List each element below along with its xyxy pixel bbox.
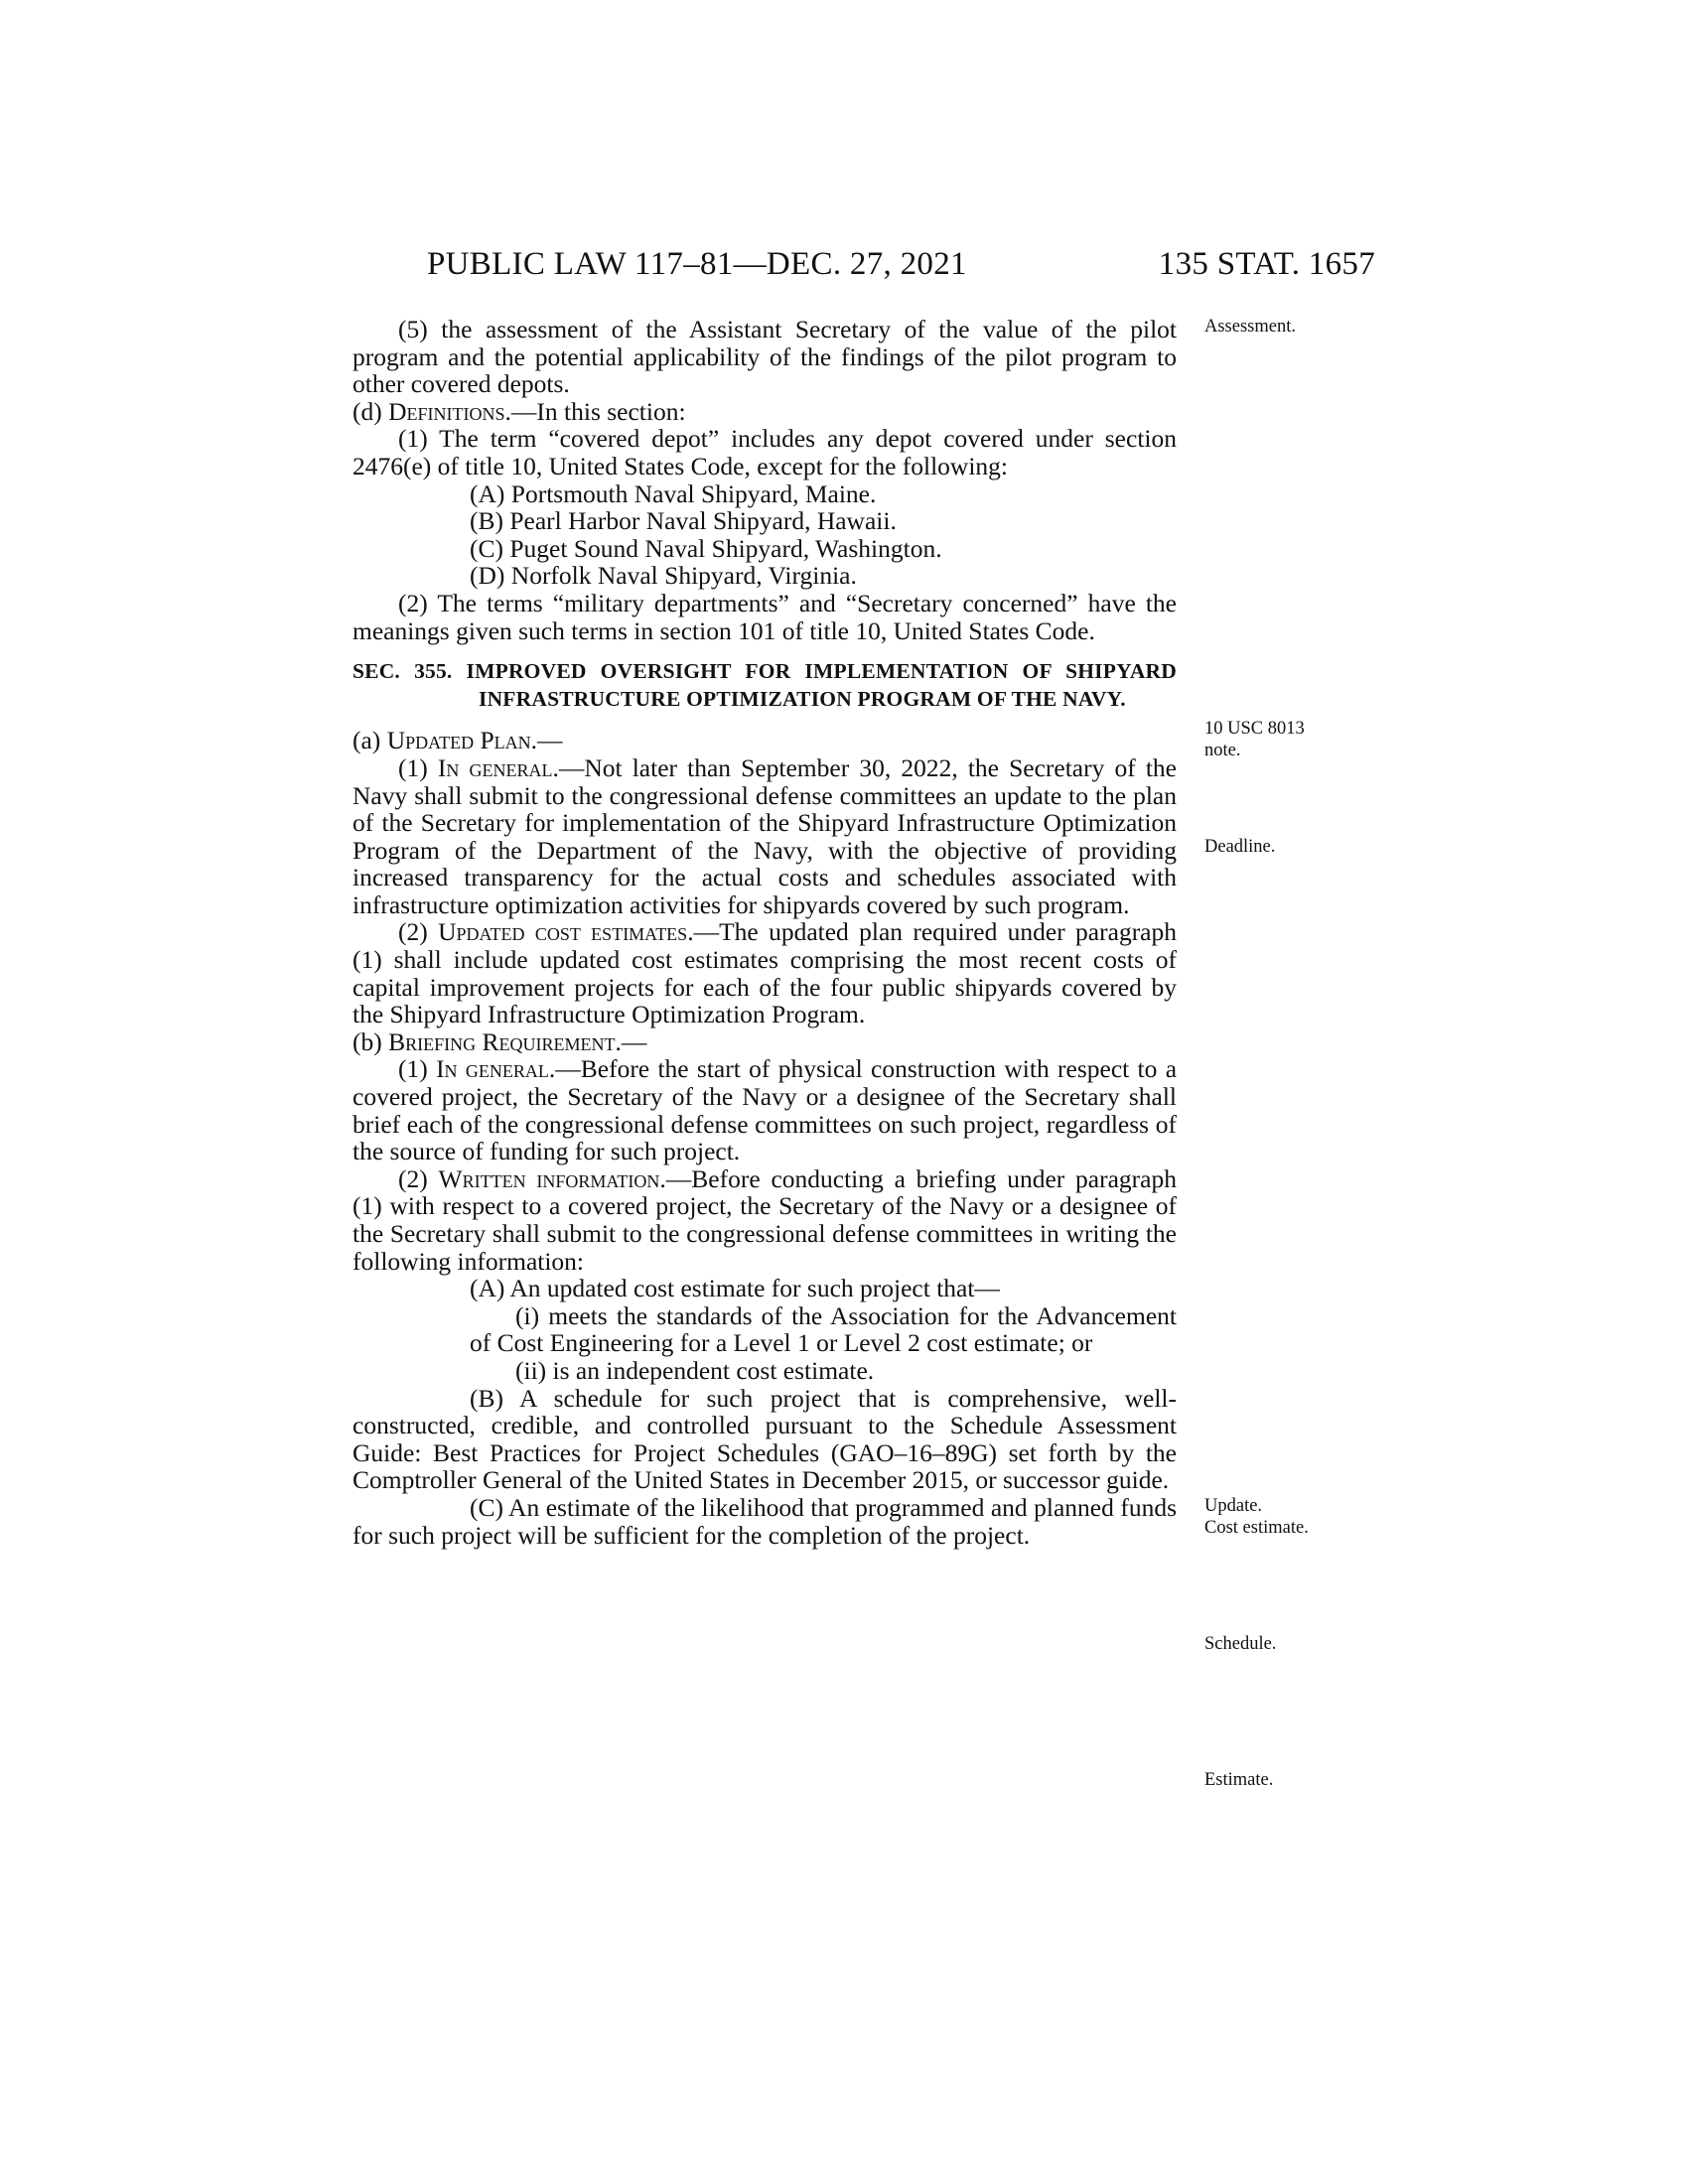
paragraph-d1: (1) The term “covered depot” includes any depot covered under section 2476(e) of title 10, United States Code, except for the following: [352,424,1177,480]
subsection-a-title: Updated Plan [386,726,531,755]
paragraph-a2-label: (2) [398,917,439,947]
margin-note-cost-estimate: Cost estimate. [1204,1518,1309,1538]
subsection-b-heading [352,1028,1177,1056]
paragraph-a1 [352,754,1177,919]
paragraph-b1-title: In general [436,1054,549,1084]
subsection-a-dash: .— [530,726,563,755]
margin-note-update-group [1204,1495,1309,1539]
paragraph-a2-text: .—The updated plan required under paragraph (1) shall include updated cost estimates comprising the most recent costs of capital improvement projects for each of the four public shipyards covered by the Shipyard Infrastructure Optimization Program. [352,917,1177,1029]
subsection-b-label: (b) [352,1026,389,1056]
page-body [352,316,1177,1549]
subsection-a-heading [352,727,1177,754]
subsection-a-label: (a) [352,726,387,755]
margin-note-estimate: Estimate. [1204,1770,1274,1790]
paragraph-d2: (2) The terms “military departments” and “Secretary concerned” have the meanings given such terms in section 101 of title 10, United States Code. [352,588,1177,645]
paragraph-b1 [352,1055,1177,1164]
item-b2-a: (A) An updated cost estimate for such project that— [470,1274,1000,1303]
paragraph-b2-text: .—Before conducting a briefing under paragraph (1) with respect to a covered project, the Secretary of the Navy or a designee of the Secretary shall submit to the congressional defense committees in writing the following information: [352,1163,1177,1276]
paragraph-b2-label: (2) [398,1163,439,1193]
paragraph-a2-title: Updated cost estimates [438,917,688,947]
section-355-heading: SEC. 355. IMPROVED OVERSIGHT FOR IMPLEMENTATION OF SHIPYARD INFRASTRUCTURE OPTIMIZATION PROGRAM OF THE NAVY. [352,659,1177,711]
item-d1-d: (D) Norfolk Naval Shipyard, Virginia. [470,561,857,591]
item-b2-a-ii: (ii) is an independent cost estimate. [515,1355,875,1385]
paragraph-b1-label: (1) [398,1054,437,1084]
subsection-d-heading [352,398,1177,426]
item-d1-a: (A) Portsmouth Naval Shipyard, Maine. [470,478,877,508]
subsection-d-title: Definitions [388,396,505,426]
subsection-d-text: .—In this section: [504,396,686,426]
margin-note-usc-line2: note. [1204,741,1241,760]
paragraph-a2 [352,918,1177,1027]
item-d1-c: (C) Puget Sound Naval Shipyard, Washington. [470,533,942,563]
margin-note-deadline: Deadline. [1204,837,1276,857]
margin-note-usc-citation [1204,718,1305,761]
subsection-b-dash: .— [615,1026,647,1056]
subsection-b-title: Briefing Requirement [388,1026,616,1056]
paragraph-a1-label: (1) [398,752,438,782]
item-d1-b: (B) Pearl Harbor Naval Shipyard, Hawaii. [470,506,897,536]
paragraph-b1-text: .—Before the start of physical construction with respect to a covered project, the Secretary of the Navy or a designee of the Secretary shall brief each of the congressional defense committees on such project, regardless of the source of funding for such project. [352,1054,1178,1166]
running-head-page-number: 135 STAT. 1657 [1158,246,1375,282]
item-b2-c: (C) An estimate of the likelihood that programmed and planned funds for such project will be sufficient for the completion of the project. [352,1492,1177,1550]
paragraph-a1-title: In general [437,752,553,782]
subsection-d-label: (d) [352,396,389,426]
margin-note-assessment: Assessment. [1204,317,1296,337]
margin-note-update: Update. [1204,1496,1263,1516]
margin-note-usc-line1: 10 USC 8013 [1204,719,1305,739]
paragraph-b2-title: Written information [438,1163,660,1193]
margin-note-schedule: Schedule. [1204,1634,1277,1654]
running-head [427,246,1375,290]
paragraph-c5: (5) the assessment of the Assistant Secretary of the value of the pilot program and the potential applicability of the findings of the pilot program to other covered depots. [352,315,1177,399]
item-b2-a-i: (i) meets the standards of the Association for the Advancement of Cost Engineering for a Level 1 or Level 2 cost estimate; or [470,1300,1177,1358]
paragraph-a1-text: .—Not later than September 30, 2022, the Secretary of the Navy shall submit to the congressional defense committees an update to the plan of the Secretary for implementation of the Shipyard Infrastructure Optimization Program of the Department of the Navy, with the objective of providing increased transparency for the actual costs and schedules associated with infrastructure optimization activities for shipyards covered by such program. [352,752,1177,919]
running-head-citation: PUBLIC LAW 117–81—DEC. 27, 2021 [427,246,967,282]
item-b2-b: (B) A schedule for such project that is comprehensive, well-constructed, credible, and controlled pursuant to the Schedule Assessment Guide: Best Practices for Project Schedules (GAO–16–89G) set forth by the Comptroller General of the United States in December 2015, or successor guide. [352,1383,1177,1495]
paragraph-b2 [352,1165,1177,1275]
